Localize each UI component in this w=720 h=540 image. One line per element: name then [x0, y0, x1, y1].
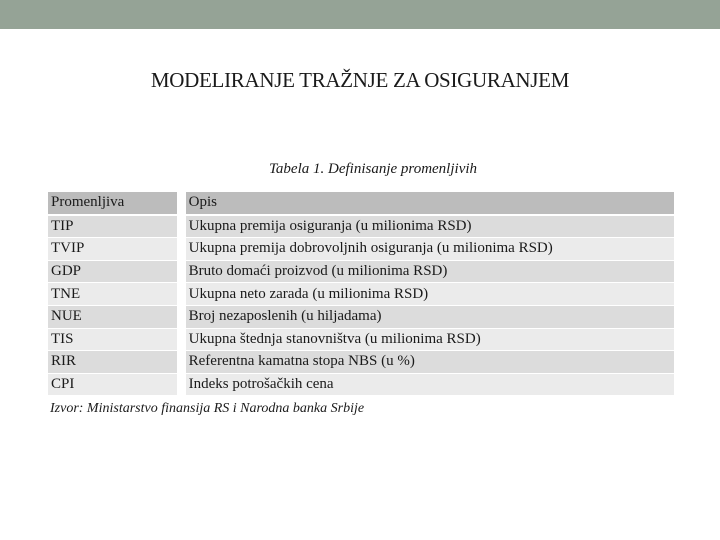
table-row	[48, 373, 674, 396]
column-gap	[177, 305, 186, 328]
header-description: Opis	[186, 192, 674, 215]
table-row	[48, 215, 674, 238]
table-header-row	[48, 192, 674, 215]
variable-cell: TIP	[48, 215, 177, 238]
variable-cell: TNE	[48, 283, 177, 306]
description-cell: Ukupna štednja stanovništva (u milionima RSD)	[186, 328, 674, 351]
source-note: Izvor: Ministarstvo finansija RS i Narodna banka Srbije	[50, 401, 365, 416]
description-cell: Referentna kamatna stopa NBS (u %)	[186, 351, 674, 374]
table-row	[48, 351, 674, 374]
variables-table	[48, 192, 674, 396]
column-gap	[177, 351, 186, 374]
table-row	[48, 305, 674, 328]
variable-cell: GDP	[48, 260, 177, 283]
variable-cell: TIS	[48, 328, 177, 351]
column-gap	[177, 192, 186, 215]
column-gap	[177, 260, 186, 283]
slide-title: MODELIRANJE TRAŽNJE ZA OSIGURANJEM	[150, 68, 570, 92]
table-row	[48, 238, 674, 261]
description-cell: Bruto domaći proizvod (u milionima RSD)	[186, 260, 674, 283]
table-caption: Tabela 1. Definisanje promenljivih	[268, 161, 478, 177]
variable-cell: TVIP	[48, 238, 177, 261]
column-gap	[177, 373, 186, 396]
column-gap	[177, 283, 186, 306]
description-cell: Indeks potrošačkih cena	[186, 373, 674, 396]
table-row	[48, 260, 674, 283]
variable-cell: RIR	[48, 351, 177, 374]
description-cell: Ukupna premija osiguranja (u milionima RSD)	[186, 215, 674, 238]
description-cell: Ukupna premija dobrovoljnih osiguranja (u milionima RSD)	[186, 238, 674, 261]
header-variable: Promenljiva	[48, 192, 177, 215]
column-gap	[177, 238, 186, 261]
variable-cell: CPI	[48, 373, 177, 396]
top-decorative-band	[0, 0, 720, 29]
description-cell: Ukupna neto zarada (u milionima RSD)	[186, 283, 674, 306]
column-gap	[177, 215, 186, 238]
table-row	[48, 283, 674, 306]
table-row	[48, 328, 674, 351]
description-cell: Broj nezaposlenih (u hiljadama)	[186, 305, 674, 328]
variable-cell: NUE	[48, 305, 177, 328]
column-gap	[177, 328, 186, 351]
